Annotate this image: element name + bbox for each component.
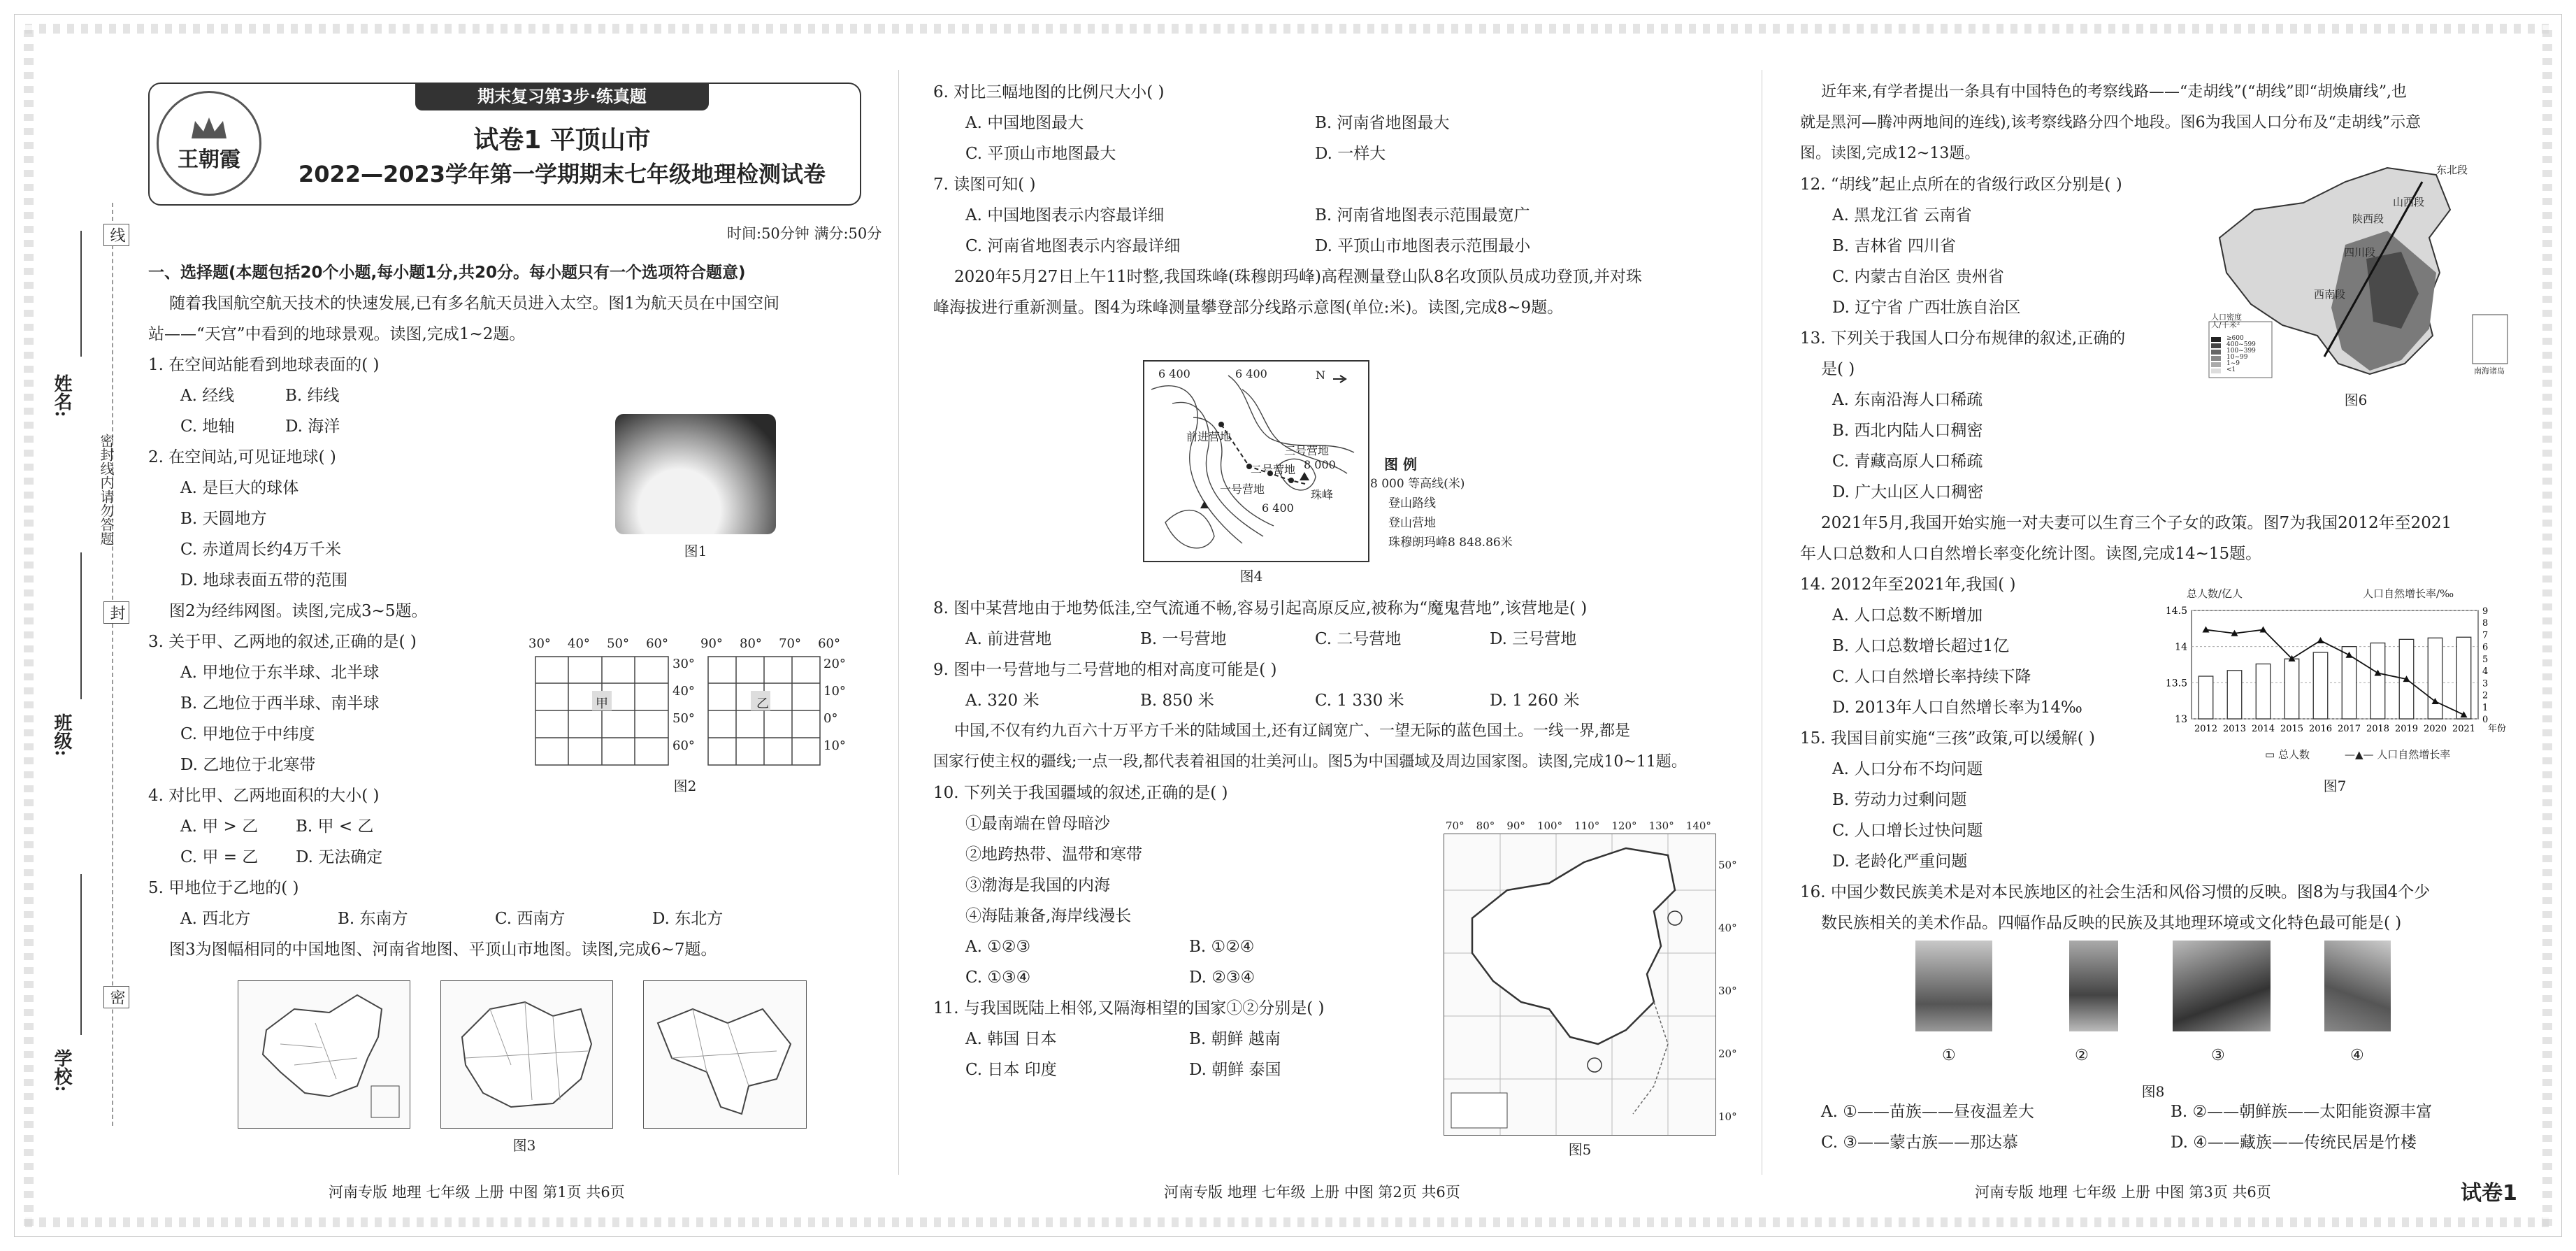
figure-caption: 图3 bbox=[512, 1137, 536, 1154]
brand-logo bbox=[157, 91, 261, 196]
camp-label: 一号营地 bbox=[1220, 482, 1265, 496]
earth-from-space-photo bbox=[615, 414, 776, 534]
chart-legend bbox=[2265, 747, 2450, 762]
pingdingshan-map-shape bbox=[644, 981, 806, 1128]
intro-line: 图。读图,完成12~13题。 bbox=[1800, 145, 1980, 162]
option[interactable]: B. 西北内陆人口稠密 bbox=[1832, 422, 1983, 440]
x-tick-label: 2020 bbox=[2423, 724, 2447, 734]
tick-label: 100° bbox=[1537, 820, 1563, 832]
class-underline[interactable] bbox=[80, 552, 82, 699]
decorative-border-bottom bbox=[25, 1217, 2551, 1227]
tick-label: 60° bbox=[646, 636, 668, 651]
question-14: 14. 2012年至2021年,我国( ) bbox=[1800, 576, 2016, 594]
chart-plot bbox=[2160, 600, 2510, 740]
china-map bbox=[238, 980, 410, 1129]
intro-line: 随着我国航空航天技术的快速发展,已有多名航天员进入太空。图1为航天员在中国空间 bbox=[169, 294, 779, 313]
figure-caption: 图7 bbox=[2323, 778, 2347, 794]
exam-header bbox=[148, 83, 861, 206]
option[interactable]: A. 中国地图表示内容最详细 bbox=[965, 206, 1165, 224]
y2-tick-label: 7 bbox=[2482, 630, 2489, 641]
bar bbox=[2256, 664, 2271, 719]
tick-label: 10° bbox=[1718, 1110, 1737, 1123]
figure-caption: 图1 bbox=[684, 543, 707, 559]
option[interactable]: A. ①——苗族——昼夜温差大 bbox=[1821, 1103, 2034, 1121]
tick-label: 120° bbox=[1611, 820, 1637, 832]
question-16: 16. 中国少数民族美术是对本民族地区的社会生活和风俗习惯的反映。图8为与我国4个少 bbox=[1800, 883, 2431, 901]
question-15: 15. 我国目前实施“三孩”政策,可以缓解( ) bbox=[1800, 729, 2095, 748]
y-tick-label: 13 bbox=[2175, 714, 2187, 725]
grid2-right-labels bbox=[823, 650, 846, 759]
question-3: 3. 关于甲、乙两地的叙述,正确的是( ) bbox=[148, 633, 417, 651]
legend-item: 10~99 bbox=[2226, 354, 2248, 361]
name-underline[interactable] bbox=[80, 231, 82, 357]
option[interactable]: A. 甲地位于东半球、北半球 bbox=[180, 664, 380, 682]
tick-label: 50° bbox=[1718, 859, 1737, 871]
question-5: 5. 甲地位于乙地的( ) bbox=[148, 879, 299, 897]
bar bbox=[2199, 676, 2213, 719]
tick-label: 70° bbox=[1446, 820, 1465, 832]
step-banner: 期末复习第3步·练真题 bbox=[415, 83, 709, 110]
option[interactable]: D. 三号营地 bbox=[1490, 630, 1577, 648]
option[interactable]: C. 青藏高原人口稀疏 bbox=[1832, 452, 1983, 471]
y-tick-label: 14 bbox=[2175, 641, 2187, 653]
question-11: 11. 与我国既陆上相邻,又隔海相望的国家①②分别是( ) bbox=[933, 999, 1325, 1017]
tick-label: 40° bbox=[672, 684, 695, 699]
artwork-3 bbox=[2173, 941, 2271, 1031]
artwork-2 bbox=[2069, 941, 2118, 1031]
option[interactable]: D. 地球表面五带的范围 bbox=[180, 571, 348, 589]
legend-item: 1~9 bbox=[2226, 360, 2240, 367]
question-12: 12. “胡线”起止点所在的省级行政区分别是( ) bbox=[1800, 176, 2122, 194]
question-7: 7. 读图可知( ) bbox=[933, 176, 1036, 194]
option[interactable]: D. 广大山区人口稠密 bbox=[1832, 483, 1984, 501]
statement: ④海陆兼备,海岸线漫长 bbox=[965, 907, 1132, 925]
option[interactable]: D. 平顶山市地图表示范围最小 bbox=[1315, 237, 1531, 255]
question-16-cont: 数民族相关的美术作品。四幅作品反映的民族及其地理环境或文化特色最可能是( ) bbox=[1821, 914, 2402, 932]
artwork-number: ② bbox=[2075, 1047, 2089, 1064]
legend-item: <1 bbox=[2226, 366, 2236, 373]
tick-label: 40° bbox=[568, 636, 590, 651]
option[interactable]: C. 甲地位于中纬度 bbox=[180, 725, 315, 743]
contour-label: 6 400 bbox=[1235, 367, 1267, 380]
x-tick-label: 2018 bbox=[2366, 724, 2390, 734]
x-tick-label: 2016 bbox=[2308, 724, 2333, 734]
option[interactable]: C. 日本 印度 bbox=[965, 1061, 1057, 1079]
tick-label: 80° bbox=[1476, 820, 1495, 832]
artwork-1 bbox=[1915, 941, 1992, 1031]
growth-rate-line bbox=[2206, 630, 2464, 715]
tick-label: 80° bbox=[740, 636, 762, 651]
grid2-top-labels bbox=[700, 636, 840, 651]
bar bbox=[2456, 637, 2471, 719]
option[interactable]: D. 1 260 米 bbox=[1490, 692, 1580, 710]
y2-tick-label: 8 bbox=[2482, 618, 2489, 629]
intro-line: 2021年5月,我国开始实施一对夫妻可以生育三个子女的政策。图7为我国2012年至2021 bbox=[1821, 514, 2452, 532]
option[interactable]: A. 320 米 bbox=[965, 692, 1039, 710]
question-2: 2. 在空间站,可见证地球( ) bbox=[148, 448, 336, 466]
x-tick-label: 2015 bbox=[2280, 724, 2304, 734]
x-tick-label: 2019 bbox=[2394, 724, 2419, 734]
y-tick-label: 13.5 bbox=[2165, 678, 2187, 689]
option[interactable]: B. 河南省地图表示范围最宽广 bbox=[1315, 206, 1530, 224]
option[interactable]: C. ③——蒙古族——那达慕 bbox=[1821, 1134, 2019, 1152]
option[interactable]: B. 人口总数增长超过1亿 bbox=[1832, 637, 2010, 655]
intro-line: 近年来,有学者提出一条具有中国特色的考察线路——“走胡线”(“胡线”即“胡焕庸线”,也 bbox=[1821, 83, 2408, 101]
option[interactable]: D. 东北方 bbox=[652, 910, 724, 928]
option[interactable]: C. 二号营地 bbox=[1315, 630, 1402, 648]
option[interactable]: D. ②③④ bbox=[1189, 968, 1255, 987]
y-tick-label: 14.5 bbox=[2165, 606, 2187, 617]
option[interactable]: D. 朝鲜 泰国 bbox=[1189, 1061, 1281, 1079]
legend-item: 400~599 bbox=[2226, 341, 2256, 348]
artwork-number: ① bbox=[1942, 1047, 1956, 1064]
option[interactable]: B. ①②④ bbox=[1189, 938, 1255, 956]
tick-label: 90° bbox=[700, 636, 723, 651]
paper-number: 试卷1 bbox=[2461, 1181, 2517, 1206]
option[interactable]: B. 东南方 bbox=[338, 910, 408, 928]
point-yi: 乙 bbox=[756, 696, 769, 711]
intro-line: 中国,不仅有约九百六十万平方千米的陆域国土,还有辽阔宽广、一望无际的蓝色国土。一线一界,都是 bbox=[954, 722, 1630, 740]
option[interactable]: C. 平顶山市地图最大 bbox=[965, 145, 1116, 163]
seal-label: 封 bbox=[103, 601, 129, 624]
option[interactable]: C. 1 330 米 bbox=[1315, 692, 1404, 710]
everest-contour-map bbox=[1143, 360, 1369, 562]
x-tick-label: 2021 bbox=[2452, 724, 2476, 734]
option[interactable]: A. 人口分布不均问题 bbox=[1832, 760, 1983, 778]
intro-line: 图2为经纬网图。读图,完成3~5题。 bbox=[169, 602, 428, 620]
intro-line: 站——“天宫”中看到的地球景观。读图,完成1~2题。 bbox=[148, 325, 526, 343]
legend-bar: ▭ 总人数 bbox=[2265, 748, 2310, 761]
bar bbox=[2284, 659, 2299, 719]
tick-label: 40° bbox=[1718, 922, 1737, 934]
tick-label: 90° bbox=[1506, 820, 1525, 832]
y2-tick-label: 2 bbox=[2482, 690, 2489, 701]
y2-tick-label: 9 bbox=[2482, 606, 2489, 617]
density-legend bbox=[2211, 313, 2242, 329]
decorative-border-left bbox=[24, 25, 34, 1226]
peak-label: 珠峰 bbox=[1311, 488, 1334, 501]
legend-label: 总人数 bbox=[2278, 748, 2310, 761]
artwork-number: ③ bbox=[2211, 1047, 2225, 1064]
option[interactable]: A. 韩国 日本 bbox=[965, 1030, 1057, 1048]
option[interactable]: B. ②——朝鲜族——太阳能资源丰富 bbox=[2171, 1103, 2433, 1121]
page-footer: 河南专版 地理 七年级 上册 中图 第2页 共6页 bbox=[1164, 1184, 1460, 1201]
column-2 bbox=[933, 77, 1737, 323]
figure-caption: 图5 bbox=[1568, 1141, 1592, 1158]
legend-item: ≥600 bbox=[2226, 335, 2244, 342]
legend-item: 100~399 bbox=[2226, 348, 2256, 355]
figure-4-legend bbox=[1370, 455, 1513, 552]
option[interactable]: A. 中国地图最大 bbox=[965, 114, 1084, 132]
y2-tick-label: 5 bbox=[2482, 654, 2489, 665]
option[interactable]: A. 人口总数不断增加 bbox=[1832, 606, 1983, 624]
bar bbox=[2313, 652, 2328, 719]
tick-label: 60° bbox=[818, 636, 840, 651]
option[interactable]: D. 乙地位于北寒带 bbox=[180, 756, 316, 774]
school-label: 学校: bbox=[51, 1049, 72, 1092]
option[interactable]: B. 纬线 bbox=[285, 387, 340, 405]
option[interactable]: B. 乙地位于西半球、南半球 bbox=[180, 694, 380, 713]
legend-title: 人口密度 bbox=[2211, 313, 2242, 322]
logo-text: 王朝霞 bbox=[178, 148, 240, 172]
contour-label: 8 000 bbox=[1304, 458, 1336, 471]
tick-label: 10° bbox=[823, 738, 846, 753]
tick-label: 20° bbox=[823, 657, 846, 671]
option[interactable]: D. 无法确定 bbox=[296, 848, 383, 866]
option[interactable]: D. 海洋 bbox=[285, 417, 340, 436]
question-16-options bbox=[1821, 1096, 2520, 1158]
legend-line: —▲— 人口自然增长率 bbox=[2344, 748, 2451, 761]
y2-tick-label: 4 bbox=[2482, 666, 2489, 678]
x-unit-label: 年份 bbox=[2488, 724, 2507, 734]
china-territory-map bbox=[1444, 834, 1716, 1136]
option[interactable]: C. 河南省地图表示内容最详细 bbox=[965, 237, 1181, 255]
seal-label: 密 bbox=[103, 986, 129, 1008]
x-tick-label: 2017 bbox=[2337, 724, 2361, 734]
option[interactable]: D. ④——藏族——传统民居是竹楼 bbox=[2171, 1134, 2417, 1152]
option[interactable]: D. 2013年人口自然增长率为14‰ bbox=[1832, 699, 2082, 717]
tick-label: 140° bbox=[1685, 820, 1711, 832]
region-label: 陕西段 bbox=[2352, 213, 2384, 225]
density-legend-items bbox=[2226, 336, 2256, 373]
class-label: 班级: bbox=[51, 713, 72, 757]
question-10: 10. 下列关于我国疆域的叙述,正确的是( ) bbox=[933, 784, 1228, 802]
territory-map-shape bbox=[1444, 834, 1715, 1135]
region-label: 东北段 bbox=[2436, 164, 2468, 176]
figure-caption: 图6 bbox=[2344, 392, 2368, 408]
statement: ③渤海是我国的内海 bbox=[965, 876, 1110, 894]
grid1-lines bbox=[535, 656, 671, 768]
binding-note: 密封线内请勿答题 bbox=[98, 434, 115, 545]
option[interactable]: B. 吉林省 四川省 bbox=[1832, 237, 1956, 255]
artwork-4 bbox=[2324, 941, 2391, 1031]
column-1 bbox=[148, 257, 868, 965]
option[interactable]: C. 甲 = 乙 bbox=[180, 848, 259, 866]
binding-strip bbox=[51, 203, 126, 1126]
option[interactable]: C. ①③④ bbox=[965, 968, 1031, 987]
statement: ①最南端在曾母暗沙 bbox=[965, 815, 1110, 833]
option[interactable]: D. 一样大 bbox=[1315, 145, 1386, 163]
population-chart bbox=[2160, 586, 2510, 768]
seal-label: 线 bbox=[103, 224, 129, 246]
crown-icon bbox=[188, 114, 230, 142]
camp-label: 二号营地 bbox=[1251, 463, 1296, 476]
region-label: 西南段 bbox=[2314, 288, 2346, 301]
option[interactable]: C. 赤道周长约4万千米 bbox=[180, 541, 342, 559]
option[interactable]: B. 河南省地图最大 bbox=[1315, 114, 1450, 132]
legend-label: 人口自然增长率 bbox=[2377, 748, 2451, 761]
figure-caption: 图4 bbox=[1239, 568, 1263, 585]
question-6: 6. 对比三幅地图的比例尺大小( ) bbox=[933, 83, 1165, 101]
option[interactable]: B. 朝鲜 越南 bbox=[1189, 1030, 1281, 1048]
y2-tick-label: 0 bbox=[2482, 715, 2489, 725]
figure-caption: 图8 bbox=[2141, 1083, 2165, 1100]
inset-label: 南海诸岛 bbox=[2474, 366, 2505, 376]
option[interactable]: A. 经线 bbox=[180, 387, 235, 405]
north-arrow-label: N bbox=[1316, 369, 1325, 382]
option[interactable]: B. 天圆地方 bbox=[180, 510, 267, 528]
option[interactable]: A. 前进营地 bbox=[965, 630, 1052, 648]
chart-y2-label: 人口自然增长率/‰ bbox=[2363, 587, 2454, 600]
y2-tick-label: 3 bbox=[2482, 678, 2489, 689]
tick-label: 130° bbox=[1648, 820, 1674, 832]
option[interactable]: C. 内蒙古自治区 贵州省 bbox=[1832, 268, 2004, 286]
legend-item: 登山路线 bbox=[1388, 496, 1436, 510]
option[interactable]: B. 一号营地 bbox=[1140, 630, 1227, 648]
figure-5-top-labels bbox=[1446, 820, 1711, 832]
intro-line: 图3为图幅相同的中国地图、河南省地图、平顶山市地图。读图,完成6~7题。 bbox=[169, 941, 717, 959]
tick-label: 30° bbox=[528, 636, 551, 651]
region-label: 山西段 bbox=[2393, 196, 2425, 208]
option[interactable]: C. 人口增长过快问题 bbox=[1832, 822, 1983, 840]
contour-label: 6 400 bbox=[1158, 367, 1190, 380]
question-13: 13. 下列关于我国人口分布规律的叙述,正确的 bbox=[1800, 329, 2126, 348]
option[interactable]: B. 甲 < 乙 bbox=[296, 817, 374, 836]
growth-rate-point bbox=[2260, 627, 2267, 633]
intro-line: 2020年5月27日上午11时整,我国珠峰(珠穆朗玛峰)高程测量登山队8名攻顶队员成功登顶,并对珠 bbox=[954, 268, 1642, 286]
school-underline[interactable] bbox=[80, 874, 82, 1035]
growth-rate-point bbox=[2317, 637, 2324, 643]
chart-y-label: 总人数/亿人 bbox=[2187, 587, 2243, 600]
intro-line: 年人口总数和人口自然增长率变化统计图。读图,完成14~15题。 bbox=[1800, 545, 2262, 563]
column-divider bbox=[898, 70, 899, 1175]
option[interactable]: A. 黑龙江省 云南省 bbox=[1832, 206, 1972, 224]
figure-8-artworks bbox=[1908, 941, 2510, 1038]
figure-2-graticule bbox=[517, 636, 846, 776]
bar bbox=[2370, 643, 2385, 720]
y2-tick-label: 6 bbox=[2482, 642, 2489, 653]
intro-line: 国家行使主权的疆线;一点一段,都代表着祖国的壮美河山。图5为中国疆域及周边国家图。读图,完成10~11题。 bbox=[933, 753, 1687, 771]
tick-label: 60° bbox=[672, 738, 695, 753]
artwork-number: ④ bbox=[2350, 1047, 2364, 1064]
statement: ②地跨热带、温带和寒带 bbox=[965, 845, 1142, 864]
growth-rate-point bbox=[2203, 627, 2210, 633]
option[interactable]: A. 东南沿海人口稀疏 bbox=[1832, 391, 1983, 409]
bar bbox=[2227, 671, 2242, 719]
population-density-map bbox=[2206, 154, 2513, 385]
grid1-right-labels bbox=[672, 650, 695, 759]
region-label: 四川段 bbox=[2344, 246, 2376, 259]
option[interactable]: B. 劳动力过剩问题 bbox=[1832, 791, 1967, 809]
x-tick-label: 2014 bbox=[2251, 724, 2275, 734]
option[interactable]: B. 850 米 bbox=[1140, 692, 1214, 710]
camp-label: 前进营地 bbox=[1186, 430, 1232, 443]
y2-tick-label: 1 bbox=[2482, 702, 2489, 713]
henan-map-shape bbox=[441, 981, 612, 1128]
decorative-border-top bbox=[25, 24, 2551, 34]
question-9: 9. 图中一号营地与二号营地的相对高度可能是( ) bbox=[933, 661, 1277, 679]
page-footer: 河南专版 地理 七年级 上册 中图 第3页 共6页 bbox=[1975, 1184, 2271, 1201]
option[interactable]: C. 地轴 bbox=[180, 417, 235, 436]
section-heading: 一、选择题(本题包括20个小题,每小题1分,共20分。每小题只有一个选项符合题意) bbox=[148, 264, 746, 282]
legend-title: 图 例 bbox=[1384, 456, 1417, 473]
grid1-top-labels bbox=[528, 636, 668, 651]
camp-label: 三号营地 bbox=[1284, 444, 1330, 457]
question-8: 8. 图中某营地由于地势低洼,空气流通不畅,容易引起高原反应,被称为“魔鬼营地”,该营地是( ) bbox=[933, 599, 1588, 617]
intro-line: 峰海拔进行重新测量。图4为珠峰测量攀登部分线路示意图(单位:米)。读图,完成8~9题。 bbox=[933, 299, 1564, 317]
legend-item: 登山营地 bbox=[1388, 516, 1436, 530]
legend-item: 珠穆朗玛峰8 848.86米 bbox=[1388, 536, 1513, 550]
henan-map bbox=[440, 980, 613, 1129]
option[interactable]: A. ①②③ bbox=[965, 938, 1031, 956]
option[interactable]: D. 辽宁省 广西壮族自治区 bbox=[1832, 299, 2021, 317]
tick-label: 50° bbox=[607, 636, 629, 651]
figure-5-right-labels bbox=[1718, 834, 1737, 1148]
x-tick-label: 2013 bbox=[2222, 724, 2247, 734]
legend-item: 8 000 等高线(米) bbox=[1370, 477, 1465, 491]
x-tick-label: 2012 bbox=[2194, 724, 2218, 734]
point-jia: 甲 bbox=[596, 696, 608, 711]
pingdingshan-map bbox=[643, 980, 807, 1129]
exam-title: 试卷1 平顶山市 bbox=[473, 126, 651, 155]
tick-label: 30° bbox=[672, 657, 695, 671]
contour-label: 6 400 bbox=[1262, 501, 1294, 515]
option[interactable]: A. 甲 > 乙 bbox=[180, 817, 259, 836]
tick-label: 20° bbox=[1718, 1048, 1737, 1060]
china-map-shape bbox=[238, 981, 410, 1128]
grid2-lines bbox=[707, 656, 823, 768]
tick-label: 30° bbox=[1718, 985, 1737, 997]
option[interactable]: A. 是巨大的球体 bbox=[180, 479, 299, 497]
page-footer: 河南专版 地理 七年级 上册 中图 第1页 共6页 bbox=[329, 1184, 625, 1201]
figure-caption: 图2 bbox=[673, 778, 697, 794]
legend-unit: 人/千米² bbox=[2211, 320, 2240, 329]
option[interactable]: C. 西南方 bbox=[495, 910, 566, 928]
tick-label: 110° bbox=[1574, 820, 1600, 832]
tick-label: 0° bbox=[823, 711, 838, 726]
time-limit: 时间:50分钟 满分:50分 bbox=[727, 225, 882, 242]
tick-label: 10° bbox=[823, 684, 846, 699]
bar bbox=[2428, 638, 2442, 719]
question-13-cont: 是( ) bbox=[1821, 360, 1855, 378]
exam-subtitle: 2022—2023学年第一学期期末七年级地理检测试卷 bbox=[298, 161, 826, 187]
name-label: 姓名: bbox=[51, 374, 72, 417]
option[interactable]: C. 人口自然增长率持续下降 bbox=[1832, 668, 2031, 686]
question-1: 1. 在空间站能看到地球表面的( ) bbox=[148, 356, 380, 374]
tick-label: 50° bbox=[672, 711, 695, 726]
decorative-border-right bbox=[2542, 25, 2552, 1226]
tick-label: 70° bbox=[779, 636, 801, 651]
question-4: 4. 对比甲、乙两地面积的大小( ) bbox=[148, 787, 380, 805]
option[interactable]: A. 西北方 bbox=[180, 910, 251, 928]
intro-line: 就是黑河—腾冲两地间的连线),该考察线路分四个地段。图6为我国人口分布及“走胡线”示意 bbox=[1800, 114, 2422, 131]
option[interactable]: D. 老龄化严重问题 bbox=[1832, 852, 1968, 871]
